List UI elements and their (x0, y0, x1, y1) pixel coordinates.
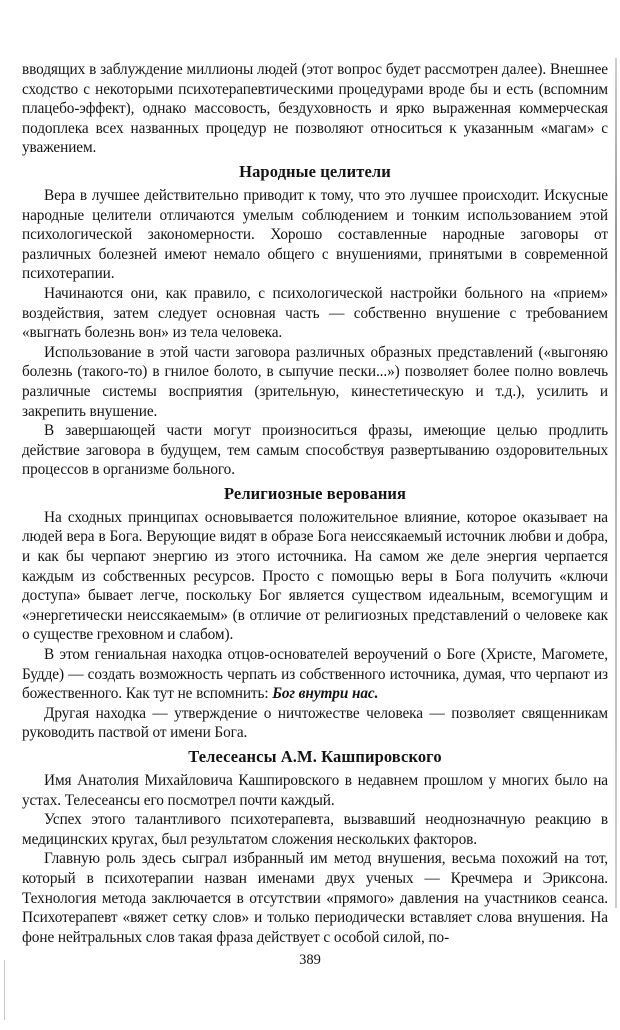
paragraph-text: В этом гениальная находка отцов-основателей вероучений о Боге (Христе, Магомете, Будде) — создать возможность черпать из собственного источника, думая, что черпают из божественного. Как тут не вспомнить: (22, 646, 608, 703)
paragraph: Другая находка — утверждение о ничтожестве человека — позволяет священникам руководить паствой от имени Бога. (22, 704, 608, 742)
section-heading-folk-healers: Народные целители (239, 161, 391, 181)
paragraph: Начинаются они, как правило, с психологической настройки больного на «прием» воздействия, затем следует основная часть — собственно внушение с требованием «выгнать болезнь вон» из тела человека. (22, 284, 608, 342)
scan-mark (4, 960, 5, 1020)
page-number: 389 (299, 952, 321, 968)
section-heading-kashpirovsky: Телесеансы А.М. Кашпировского (188, 747, 442, 766)
paragraph: В завершающей части могут произноситься фразы, имеющие целью продлить действие заговора в будущем, тем самым способствуя развертыванию оздоровительных процессов в организме больного. (22, 422, 608, 479)
emphasized-phrase: Бог внутри нас. (272, 685, 379, 703)
section-heading-religious-beliefs: Религиозные верования (223, 483, 407, 503)
intro-paragraph: вводящих в заблуждение миллионы людей (этот вопрос будет рассмотрен далее). Внешнее сходство с некоторыми психотерапевтическими процедурами вроде бы и есть (вспомним плацебо-эффект), однако массовость, бездуховность и ярко выраженная коммерческая подоплека всех названных процедур не позволяют относиться к указанным «магам» с уважением. (22, 61, 608, 157)
paragraph: Имя Анатолия Михайловича Кашпировского в недавнем прошлом у многих было на устах. Телесеансы его посмотрел почти каждый. (22, 772, 608, 809)
paragraph: Вера в лучшее действительно приводит к тому, что это лучшее происходит. Искусные народные целители отличаются умелым соблюдением и тонким использованием этой психологической закономерности. Хорошо составленные народные заговоры от различных болезней имеют немало общего с внушениями, принятыми в современной психотерапии. (22, 186, 608, 283)
paragraph-with-emphasis (22, 645, 608, 704)
page-text (22, 60, 608, 947)
paragraph: На сходных принципах основывается положительное влияние, которое оказывает на людей вера в Бога. Верующие видят в образе Бога неиссякаемый источник любви и добра, и как бы черпают энергию из этого источника. На самом же деле энергия черпается каждым из собственных ресурсов. Просто с помощью веры в Бога получить «ключи доступа» бывает легче, поскольку Бог является существом идеальным, всемогущим и «энергетически неиссякаемым» (в отличие от религиозных представлений о человеке как о существе греховном и слабом). (22, 508, 608, 644)
paragraph: Использование в этой части заговора различных образных представлений («выгоняю болезнь (такого-то) в гнилое болото, в сыпучие пески...») позволяет более полно вовлечь различные системы восприятия (зрительную, кинестетическую и т.д.), усилить и закрепить внушение. (22, 343, 608, 420)
paragraph: Главную роль здесь сыграл избранный им метод внушения, весьма похожий на тот, который в психотерапии назван именами двух ученых — Кречмера и Эриксона. Технология метода заключается в отсутствии «прямого» давления на участников сеанса. Психотерапевт «вяжет сетку слов» и только периодически вставляет слова внушения. На фоне нейтральных слов такая фраза действует с особой силой, по- (22, 850, 608, 946)
paragraph: Успех этого талантливого психотерапевта, вызвавший неоднозначную реакцию в медицинских кругах, был результатом сложения нескольких факторов. (22, 811, 608, 848)
page-edge-shadow (615, 58, 617, 908)
